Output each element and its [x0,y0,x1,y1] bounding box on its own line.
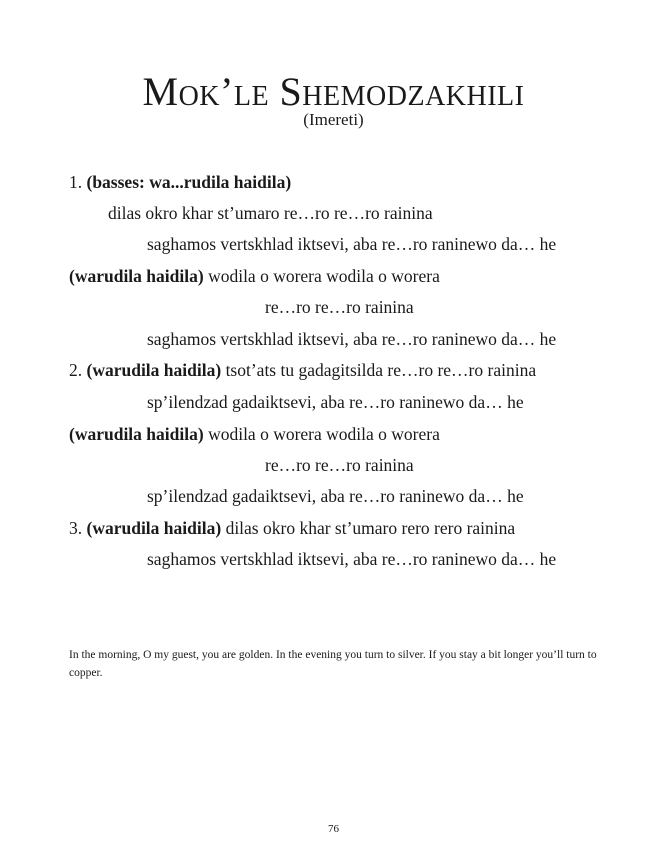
page-number: 76 [328,823,339,835]
verse-text: re…ro re…ro rainina [265,455,414,475]
verse-text: saghamos vertskhlad iktsevi, aba re…ro raninewo da… he [147,549,557,569]
verse-bold-part: (basses: wa...rudila haidila) [86,172,292,192]
verse-number: 2. [69,360,87,380]
verse-text: sp’ilendzad gadaiktsevi, aba re…ro raninewo da… he [147,392,524,412]
verse-line-5 [265,296,414,318]
verse-bold-part: (warudila haidila) [86,518,222,538]
verse-bold-part: (warudila haidila) [69,266,204,286]
verse-line-9 [69,423,440,445]
verse-line-10 [265,454,414,476]
verse-line-11 [147,485,524,507]
english-translation: In the morning, O my guest, you are golden. In the evening you turn to silver. If you stay a bit longer you’ll turn to copper. [69,649,597,679]
verse-line-6 [147,328,556,350]
verse-line-13 [147,548,556,570]
verse-number: 3. [69,518,87,538]
verse-line-8 [147,391,524,413]
verse-text: dilas okro khar st’umaro re…ro re…ro rainina [108,203,433,223]
verse-line-12 [69,517,515,539]
verse-text: wodila o worera wodila o worera [203,266,440,286]
verse-line-3 [147,233,556,255]
verse-line-4 [69,265,440,287]
verse-text: wodila o worera wodila o worera [203,424,440,444]
verse-bold-part: (warudila haidila) [86,360,222,380]
verse-text: dilas okro khar st’umaro rero rero rainina [221,518,516,538]
verse-text: re…ro re…ro rainina [265,297,414,317]
verse-text: tsot’ats tu gadagitsilda re…ro re…ro rainina [221,360,537,380]
verse-text: saghamos vertskhlad iktsevi, aba re…ro raninewo da… he [147,329,557,349]
song-title: Mok’le Shemodzakhili [142,69,525,114]
verse-text: saghamos vertskhlad iktsevi, aba re…ro raninewo da… he [147,234,557,254]
song-region: (Imereti) [303,110,364,129]
verse-number: 1. [69,172,87,192]
verse-bold-part: (warudila haidila) [69,424,204,444]
verse-line-7 [69,359,536,381]
verse-line-1 [69,171,291,193]
verse-line-2 [108,202,433,224]
verse-text: sp’ilendzad gadaiktsevi, aba re…ro raninewo da… he [147,486,524,506]
